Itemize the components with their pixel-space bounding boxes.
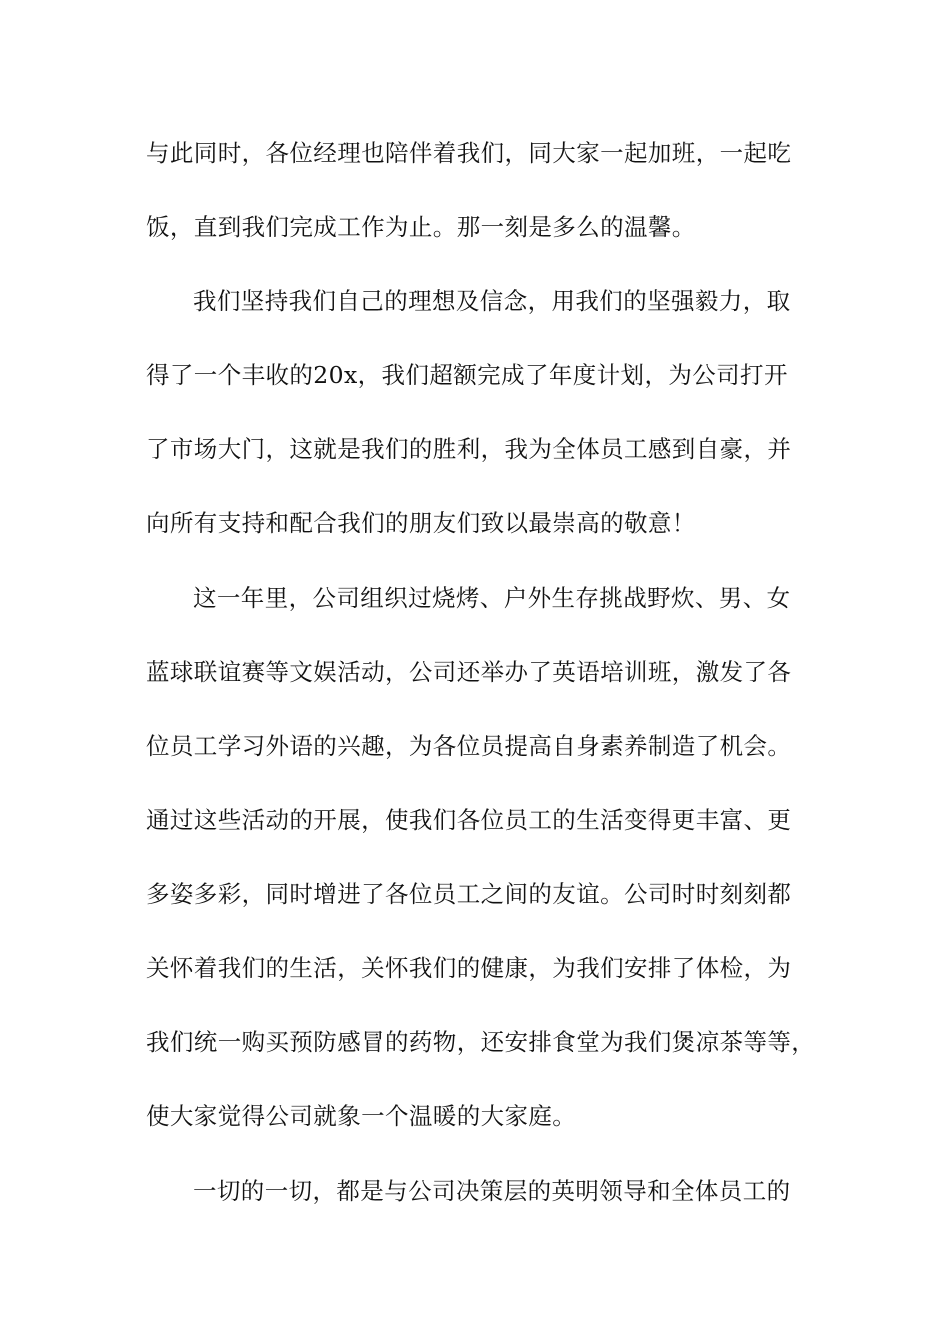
text-line: 使大家觉得公司就象一个温暖的大家庭。: [146, 1102, 577, 1130]
text-line: 饭，直到我们完成工作为止。那一刻是多么的温馨。: [146, 213, 696, 241]
text-line: 多姿多彩，同时增进了各位员工之间的友谊。公司时时刻刻都: [146, 880, 792, 908]
text-line: 蓝球联谊赛等文娱活动，公司还举办了英语培训班，激发了各: [146, 658, 792, 686]
paragraph-start-line: 我们坚持我们自己的理想及信念，用我们的坚强毅力，取: [193, 287, 791, 315]
text-line: 关怀着我们的生活，关怀我们的健康，为我们安排了体检，为: [146, 954, 792, 982]
text-line: 通过这些活动的开展，使我们各位员工的生活变得更丰富、更: [146, 806, 792, 834]
text-line: 位员工学习外语的兴趣，为各位员提高自身素养制造了机会。: [146, 732, 792, 760]
paragraph-start-line: 一切的一切，都是与公司决策层的英明领导和全体员工的: [193, 1177, 791, 1205]
text-line: 了市场大门，这就是我们的胜利，我为全体员工感到自豪，并: [146, 435, 792, 463]
text-line: 得了一个丰收的20x，我们超额完成了年度计划，为公司打开: [146, 361, 788, 389]
text-line: 我们统一购买预防感冒的药物，还安排食堂为我们煲凉茶等等，: [146, 1028, 816, 1056]
text-line: 与此同时，各位经理也陪伴着我们，同大家一起加班，一起吃: [146, 139, 792, 167]
paragraph-start-line: 这一年里，公司组织过烧烤、户外生存挑战野炊、男、女: [193, 584, 791, 612]
text-line: 向所有支持和配合我们的朋友们致以最崇高的敬意！: [146, 509, 696, 537]
